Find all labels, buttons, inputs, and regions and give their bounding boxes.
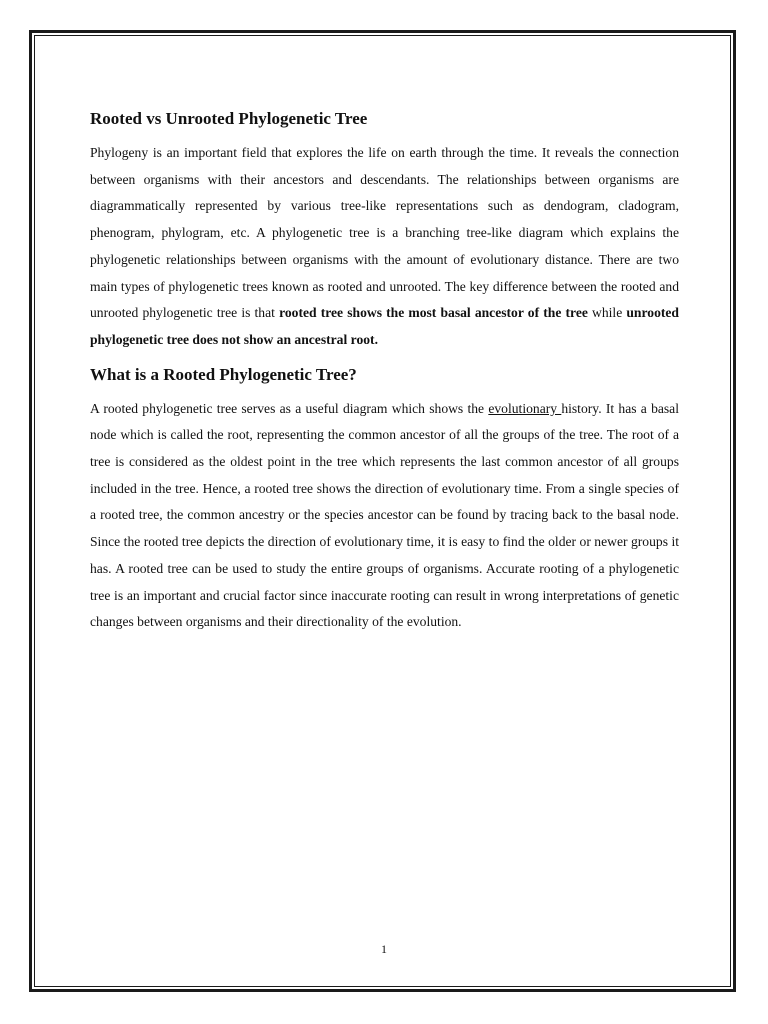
evolutionary-link[interactable]: evolutionary (488, 400, 562, 416)
document-title: Rooted vs Unrooted Phylogenetic Tree (90, 109, 368, 128)
intro-paragraph (90, 140, 679, 354)
page-number: 1 (381, 942, 387, 956)
intro-bold-2: unrooted phylogenetic tree does not show an ancestral root. (90, 305, 679, 347)
section-text-1: A rooted phylogenetic tree serves as a useful diagram which shows the (90, 400, 489, 416)
intro-text-1: Phylogeny is an important field that explores the life on earth through the time. It reveals the connection between organisms with their ancestors and descendants. The relationships between organisms are diagrammatically represented by various tree-like representations such as dendogram, cladogram, phenogram, phylogram, etc. A phylogenetic tree is a branching tree-like diagram which explains the phylogenetic relationships between organisms with the amount of evolutionary distance. There are two main types of phylogenetic trees known as rooted and unrooted. The key difference between the rooted and unrooted phylogenetic tree is that (90, 145, 679, 321)
section-heading: What is a Rooted Phylogenetic Tree? (90, 364, 357, 384)
intro-bold-1: rooted tree shows the most basal ancestor of the tree (279, 305, 588, 321)
page-content (90, 104, 679, 636)
intro-text-2: while (587, 305, 627, 321)
section-paragraph (90, 396, 679, 636)
section-text-2: history. It has a basal node which is called the root, representing the common ancestor of all the groups of the tree. The root of a tree is considered as the oldest point in the tree which represents the last common ancestor of all groups included in the tree. Hence, a rooted tree shows the direction of evolutionary time. From a single species of a rooted tree, the common ancestry or the species ancestor can be found by tracing back to the basal node. Since the rooted tree depicts the direction of evolutionary time, it is easy to find the older or newer groups it has. A rooted tree can be used to study the entire groups of organisms. Accurate rooting of a phylogenetic tree is an important and crucial factor since inaccurate rooting can result in wrong interpretations of genetic changes between organisms and their directionality of the evolution. (90, 400, 679, 630)
